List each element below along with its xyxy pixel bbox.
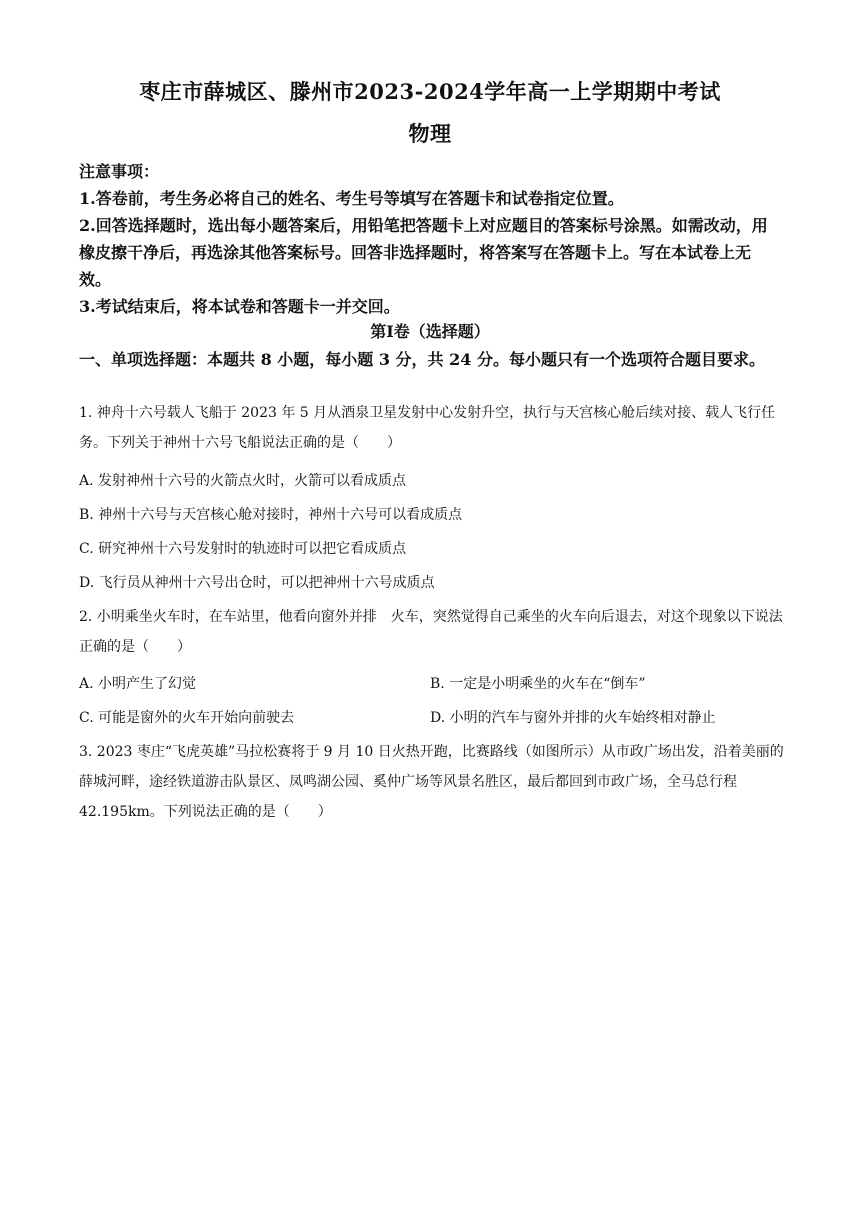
notice-heading: 注意事项： [79,162,160,181]
question-2-stem: 2. 小明乘坐火车时，在车站里，他看向窗外并排 火车，突然觉得自己乘坐的火车向后退去，对这个现象以下说法正确的是（ ） [79,609,783,655]
question-2-option-d: D. 小明的汽车与窗外并排的火车始终相对静止 [430,710,716,726]
question-1-option-a: A. 发射神州十六号的火箭点火时，火箭可以看成质点 [79,473,407,489]
notice-item-3: 3.考试结束后，将本试卷和答题卡一并交回。 [79,297,400,316]
notice-item-2: 2.回答选择题时，选出每小题答案后，用铅笔把答题卡上对应题目的答案标号涂黑。如需改动，用橡皮擦干净后，再选涂其他答案标号。回答非选择题时，将答案写在答题卡上。写在本试卷上无效。 [79,216,768,289]
question-3-stem: 3. 2023 枣庄“飞虎英雄”马拉松赛将于 9 月 10 日火热开跑，比赛路线（如图所示）从市政广场出发，沿着美丽的薛城河畔，途经铁道游击队景区、凤鸣湖公园、奚仲广场等风景名胜区，最后都回到市政广场，全马总行程 42.195km。下列说法正确的是（ ） [79,744,784,820]
question-1-option-d: D. 飞行员从神州十六号出仓时，可以把神州十六号成质点 [79,575,435,591]
question-1-option-c: C. 研究神州十六号发射时的轨迹时可以把它看成质点 [79,541,407,557]
question-2-option-c: C. 可能是窗外的火车开始向前驶去 [79,710,295,726]
exam-subject: 物理 [408,121,452,146]
exam-title: 枣庄市薛城区、滕州市2023-2024学年高一上学期期中考试 [139,79,721,104]
volume-title: 第Ⅰ卷（选择题） [370,322,490,341]
notice-item-1: 1.答卷前，考生务必将自己的姓名、考生号等填写在答题卡和试卷指定位置。 [79,189,624,208]
notice-block [79,158,779,320]
question-2-option-b: B. 一定是小明乘坐的火车在“倒车” [430,676,646,692]
question-1-option-b: B. 神州十六号与天宫核心舱对接时，神州十六号可以看成质点 [79,507,463,523]
question-2-option-a: A. 小明产生了幻觉 [79,676,197,692]
part-heading: 一、单项选择题：本题共 8 小题，每小题 3 分，共 24 分。每小题只有一个选项符合题目要求。 [79,350,765,369]
question-1-stem: 1. 神舟十六号载人飞船于 2023 年 5 月从酒泉卫星发射中心发射升空，执行与天宫核心舱后续对接、载人飞行任务。下列关于神州十六号飞船说法正确的是（ ） [79,405,776,451]
